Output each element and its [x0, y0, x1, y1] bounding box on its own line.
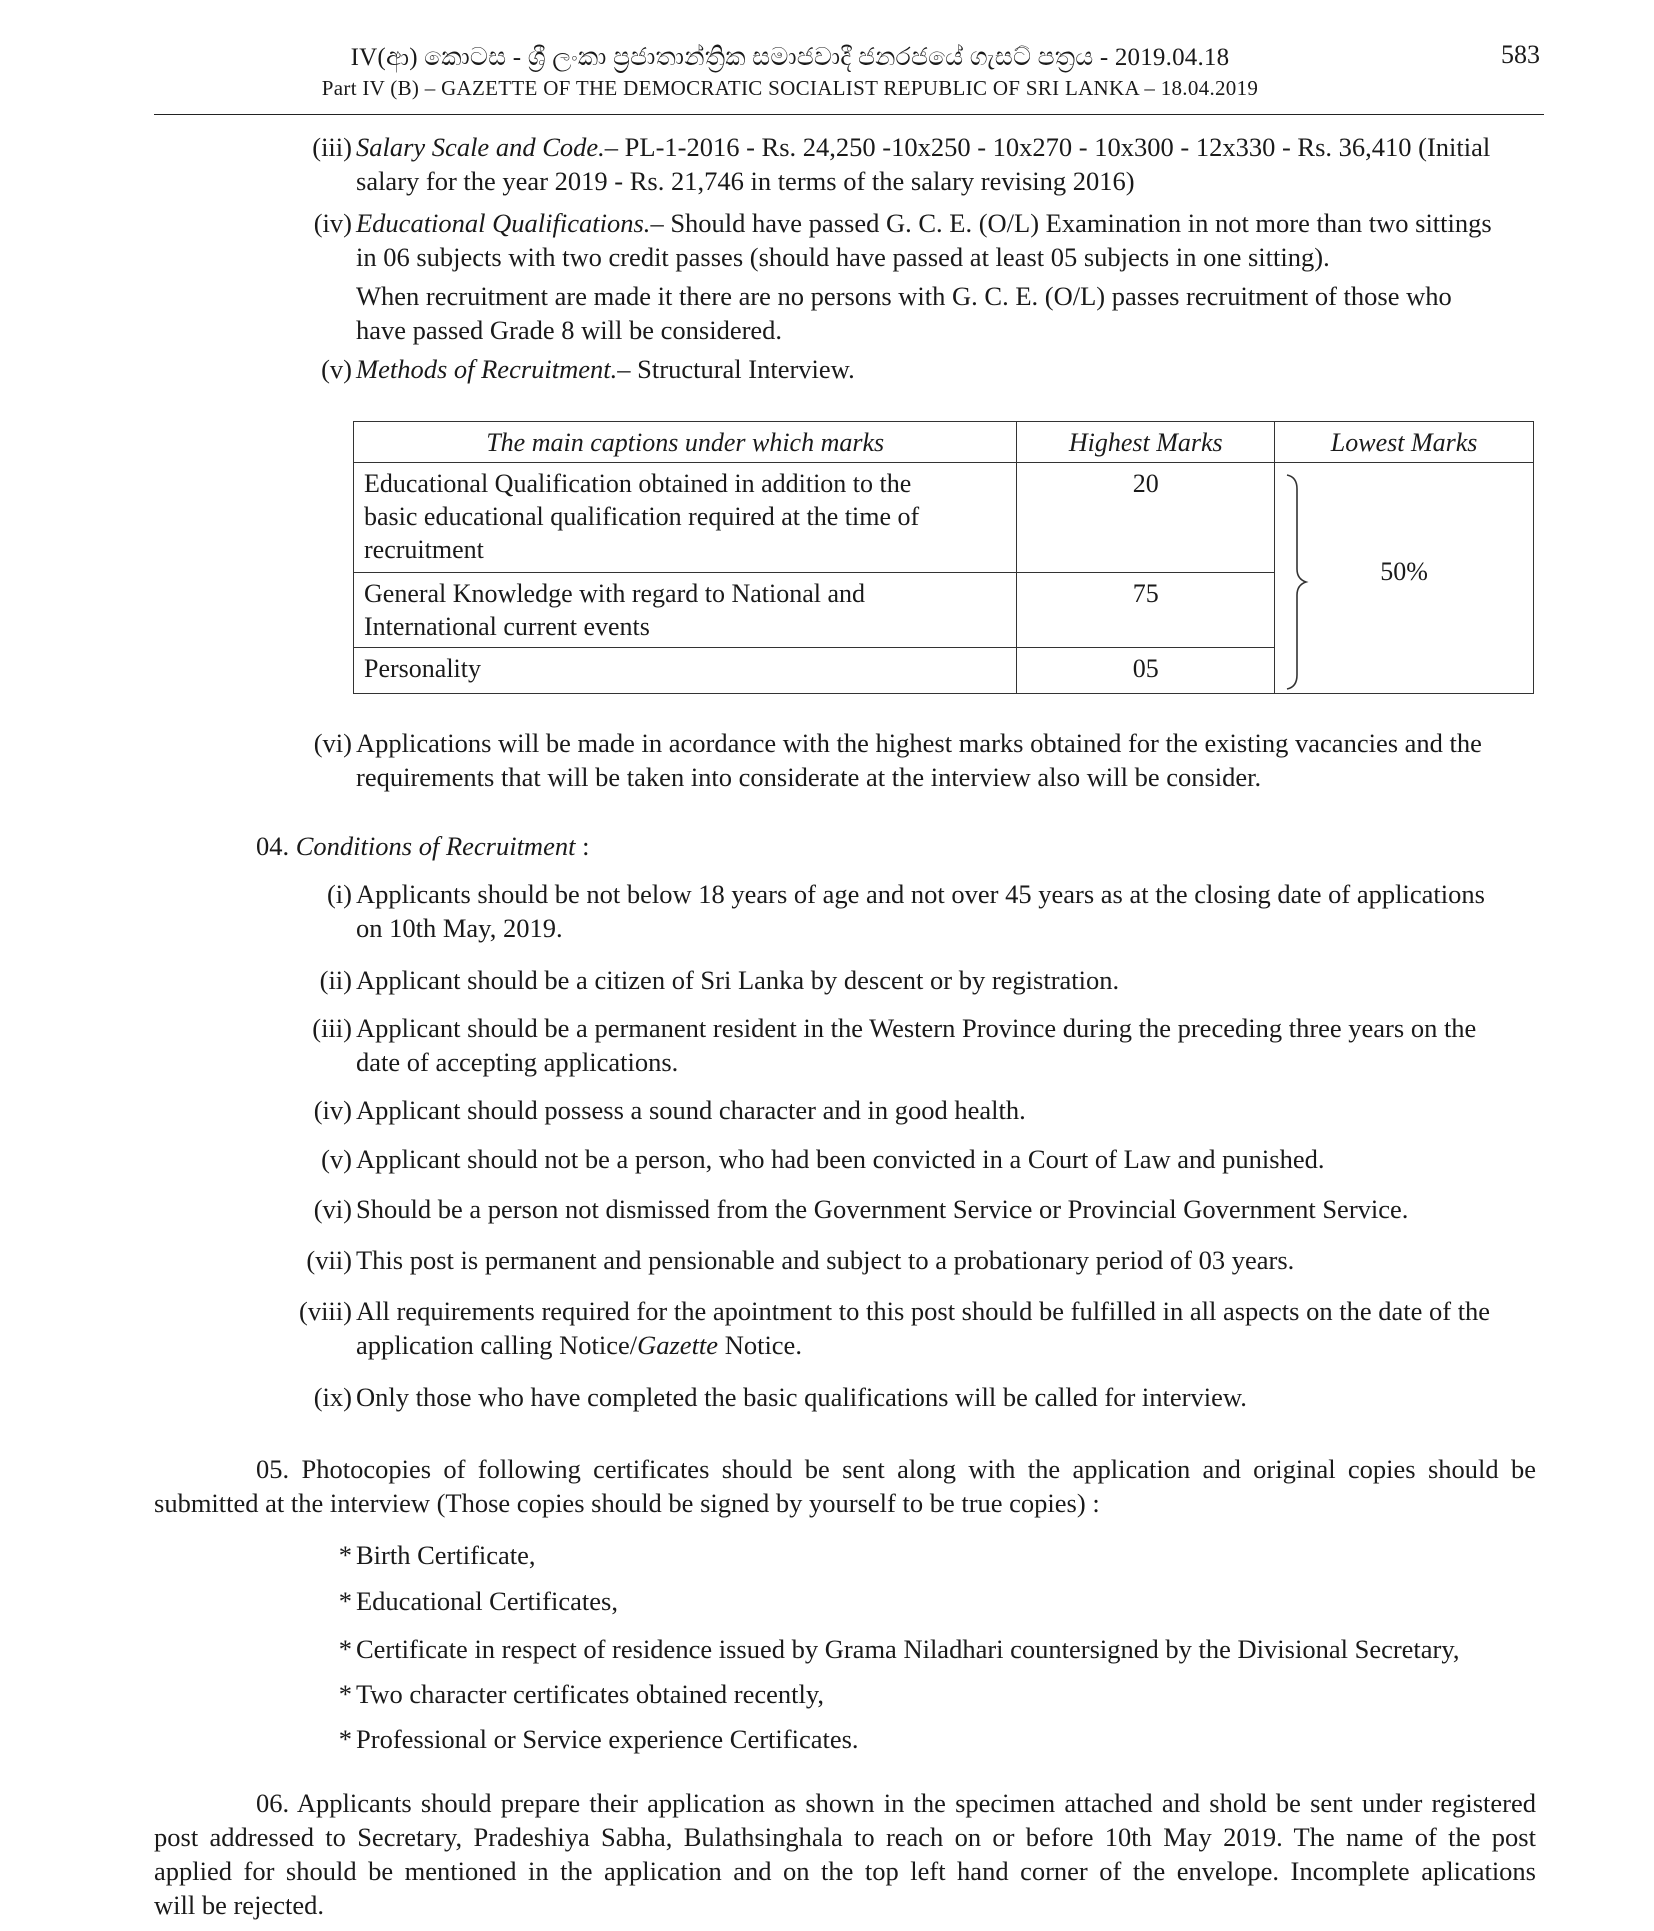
item-text: in 06 subjects with two credit passes (should have passed at least 05 subjects in one sitting).: [356, 242, 1330, 272]
item-title: Educational Qualifications.: [356, 208, 651, 238]
item-text: – PL-1-2016 - Rs. 24,250 -10x250 - 10x270 - 10x300 - 12x330 - Rs. 36,410 (Initial: [604, 132, 1491, 162]
condition-item: Only those who have completed the basic qualifications will be called for interview.: [356, 1382, 1247, 1412]
applications-item: [356, 726, 1536, 794]
item-number: (ix): [313, 1382, 352, 1412]
certificate-item: Professional or Service experience Certificates.: [356, 1724, 859, 1754]
item-text: When recruitment are made it there are no persons with G. C. E. (O/L) passes recruitment of those who: [356, 281, 1452, 311]
table-cell-highest: 20: [1017, 463, 1275, 573]
section-04-heading: [256, 829, 956, 863]
item-text: Applications will be made in acordance with the highest marks obtained for the existing vacancies and the: [356, 728, 1482, 758]
paragraph-line: post addressed to Secretary, Pradeshiya Sabha, Bulathsinghala to reach on or before 10th May 2019. The name of the post: [154, 1822, 1536, 1852]
item-text: date of accepting applications.: [356, 1047, 679, 1077]
item-number: (i): [326, 879, 352, 909]
header-sinhala-line: IV(ආ) කොටස - ශ්‍රී ලංකා ප්‍රජාතාන්ත්‍රික සමාජවාදී ජනරජයේ ගැසට් පත්‍රය - 2019.04.18: [350, 44, 1230, 71]
item-text: – Structural Interview.: [617, 354, 855, 384]
item-number: (ii): [319, 965, 352, 995]
item-text: Applicants should be not below 18 years of age and not over 45 years as at the closing date of applications: [356, 879, 1485, 909]
educational-qualifications-item: [356, 206, 1536, 274]
bullet: *: [338, 1540, 352, 1570]
caption-line: General Knowledge with regard to National and: [364, 579, 866, 608]
item-text: All requirements required for the apointment to this post should be fulfilled in all aspects on the date of the: [356, 1296, 1491, 1326]
paragraph-line: 05. Photocopies of following certificates should be sent along with the application and original copies should be: [256, 1454, 1536, 1484]
caption-line: basic educational qualification required at the time of: [364, 502, 920, 531]
methods-of-recruitment-item: [356, 352, 1536, 386]
table-cell-lowest: [1275, 463, 1534, 694]
table-cell-caption: Personality: [354, 648, 1017, 694]
item-text: requirements that will be taken into considerate at the interview also will be consider.: [356, 762, 1262, 792]
item-title: Salary Scale and Code.: [356, 132, 605, 162]
condition-item: Applicant should possess a sound character and in good health.: [356, 1095, 1026, 1125]
condition-item: [356, 877, 1536, 945]
caption-line: International current events: [364, 612, 650, 641]
item-number: (vi): [313, 728, 352, 758]
paragraph-line: will be rejected.: [154, 1890, 324, 1920]
item-text: on 10th May, 2019.: [356, 913, 563, 943]
bullet: *: [338, 1679, 352, 1709]
item-number: (iii): [312, 132, 352, 162]
page-number: 583: [1501, 40, 1540, 69]
marks-table: [353, 421, 1534, 694]
caption-line: recruitment: [364, 535, 484, 564]
section-05-paragraph: [154, 1452, 1536, 1520]
item-title: Methods of Recruitment.: [356, 354, 618, 384]
header-rule: [154, 114, 1544, 115]
header-english-line: Part IV (B) – GAZETTE OF THE DEMOCRATIC SOCIALIST REPUBLIC OF SRI LANKA – 18.04.2019: [321, 76, 1259, 100]
column-header-lowest: Lowest Marks: [1275, 422, 1534, 463]
table-cell-highest: 75: [1017, 573, 1275, 648]
educational-qualifications-note: [356, 279, 1536, 347]
certificate-item: Birth Certificate,: [356, 1540, 536, 1570]
column-header-highest: Highest Marks: [1017, 422, 1275, 463]
caption-line: Educational Qualification obtained in addition to the: [364, 469, 912, 498]
section-colon: :: [575, 831, 590, 861]
section-number: 04.: [256, 831, 290, 861]
lowest-marks-value: 50%: [1380, 557, 1428, 586]
paragraph-line: applied for should be mentioned in the application and on the top left hand corner of the envelope. Incomplete aplications: [154, 1856, 1536, 1886]
column-header-captions: The main captions under which marks: [354, 422, 1017, 463]
bullet: *: [338, 1634, 352, 1664]
item-number: (iii): [312, 1013, 352, 1043]
bullet: *: [338, 1586, 352, 1616]
item-text: have passed Grade 8 will be considered.: [356, 315, 783, 345]
bullet: *: [338, 1724, 352, 1754]
paragraph-line: submitted at the interview (Those copies should be signed by yourself to be true copies) :: [154, 1488, 1100, 1518]
condition-item: [356, 1294, 1536, 1362]
paragraph-line: 06. Applicants should prepare their application as shown in the specimen attached and shold be sent under registered: [256, 1788, 1536, 1818]
item-number: (vi): [313, 1194, 352, 1224]
condition-item: [356, 1011, 1536, 1079]
item-number: (iv): [313, 208, 352, 238]
item-text: Applicant should be a permanent resident in the Western Province during the preceding three years on the: [356, 1013, 1477, 1043]
item-number: (v): [321, 1144, 352, 1174]
certificate-item: Educational Certificates,: [356, 1586, 618, 1616]
condition-item: Applicant should not be a person, who had been convicted in a Court of Law and punished.: [356, 1144, 1325, 1174]
item-number: (v): [321, 354, 352, 384]
item-text: salary for the year 2019 - Rs. 21,746 in terms of the salary revising 2016): [356, 166, 1135, 196]
section-title: Conditions of Recruitment: [295, 831, 576, 861]
certificate-item: Certificate in respect of residence issued by Grama Niladhari countersigned by the Divisional Secretary,: [356, 1634, 1460, 1664]
item-text: Notice.: [718, 1330, 802, 1360]
salary-scale-item: [356, 130, 1536, 198]
item-number: (vii): [306, 1245, 352, 1275]
table-header-row: [354, 422, 1534, 463]
condition-item: Applicant should be a citizen of Sri Lanka by descent or by registration.: [356, 965, 1120, 995]
item-text: – Should have passed G. C. E. (O/L) Examination in not more than two sittings: [650, 208, 1492, 238]
condition-item: This post is permanent and pensionable and subject to a probationary period of 03 years.: [356, 1245, 1295, 1275]
item-number: (viii): [299, 1296, 352, 1326]
table-cell-caption: [354, 463, 1017, 573]
item-text: application calling Notice/: [356, 1330, 638, 1360]
table-cell-highest: 05: [1017, 648, 1275, 694]
table-cell-caption: [354, 573, 1017, 648]
certificate-item: Two character certificates obtained recently,: [356, 1679, 825, 1709]
item-text-italic: Gazette: [637, 1330, 719, 1360]
table-row: [354, 463, 1534, 573]
item-number: (iv): [313, 1095, 352, 1125]
section-06-paragraph: [154, 1786, 1536, 1922]
condition-item: Should be a person not dismissed from the Government Service or Provincial Government Service.: [356, 1194, 1409, 1224]
